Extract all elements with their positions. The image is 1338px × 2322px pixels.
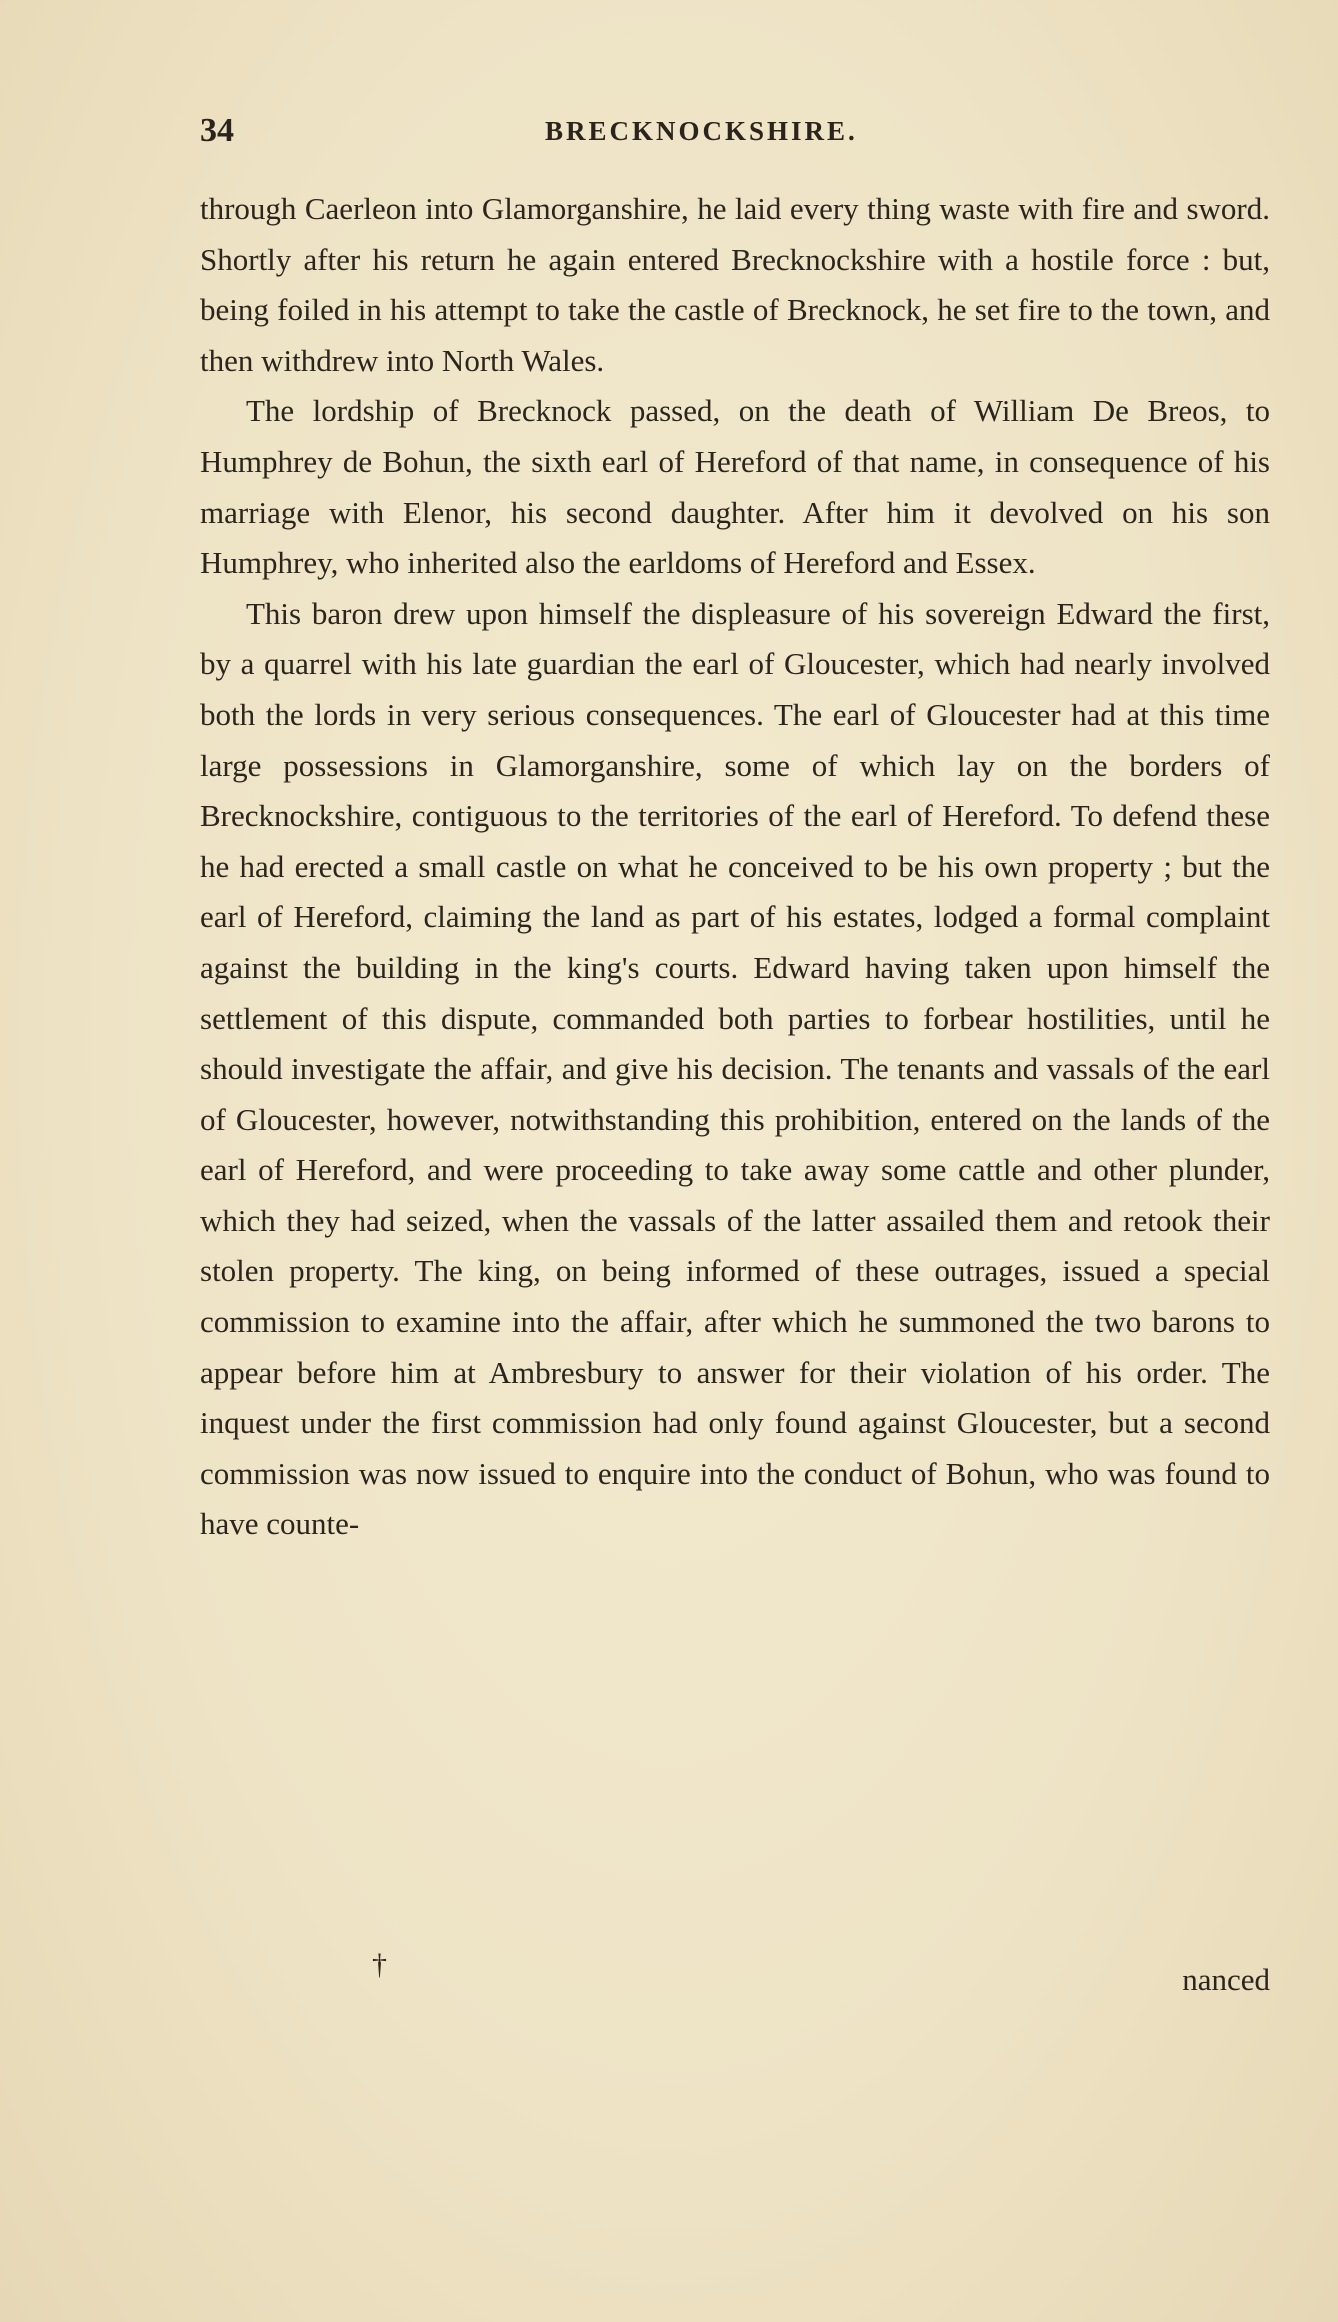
catchword: nanced — [1182, 1962, 1270, 1997]
running-head: BRECKNOCKSHIRE. — [545, 116, 858, 146]
page-number: 34 — [200, 112, 234, 149]
paragraph-1: through Caerleon into Glamorganshire, he laid every thing waste with fire and sword. Shortly after his return he again entered Brecknockshire with a hostile force : but, being foiled in his attempt to take the castle of Brecknock, he set fire to the town, and then withdrew into North Wales. — [200, 191, 1270, 378]
paragraph-3: This baron drew upon himself the displeasure of his sovereign Edward the first, by a quarrel with his late guardian the earl of Gloucester, which had nearly involved both the lords in very serious consequences. The earl of Gloucester had at this time large possessions in Glamorganshire, some of which lay on the borders of Brecknockshire, contiguous to the territories of the earl of Hereford. To defend these he had erected a small castle on what he conceived to be his own property ; but the earl of Hereford, claiming the land as part of his estates, lodged a formal complaint against the building in the king's courts. Edward having taken upon himself the settlement of this dispute, commanded both parties to forbear hostilities, until he should investigate the affair, and give his decision. The tenants and vassals of the earl of Gloucester, however, notwithstanding this prohibition, entered on the lands of the earl of Hereford, and were proceeding to take away some cattle and other plunder, which they had seized, when the vassals of the latter assailed them and retook their stolen property. The king, on being informed of these outrages, issued a special commission to examine into the affair, after which he summoned the two barons to appear before him at Ambresbury to answer for their violation of his order. The inquest under the first commission had only found against Gloucester, but a second commission was now issued to enquire into the conduct of Bohun, who was found to have counte- — [200, 595, 1270, 1542]
page-footer — [200, 1948, 1270, 2008]
body-text — [200, 184, 1270, 1550]
signature-mark: † — [372, 1948, 387, 1981]
paragraph-2: The lordship of Brecknock passed, on the death of William De Breos, to Humphrey de Bohun, the sixth earl of Hereford of that name, in consequence of his marriage with Elenor, his second daughter. After him it devolved on his son Humphrey, who inherited also the earldoms of Hereford and Essex. — [200, 393, 1270, 581]
page-header — [200, 112, 1270, 164]
